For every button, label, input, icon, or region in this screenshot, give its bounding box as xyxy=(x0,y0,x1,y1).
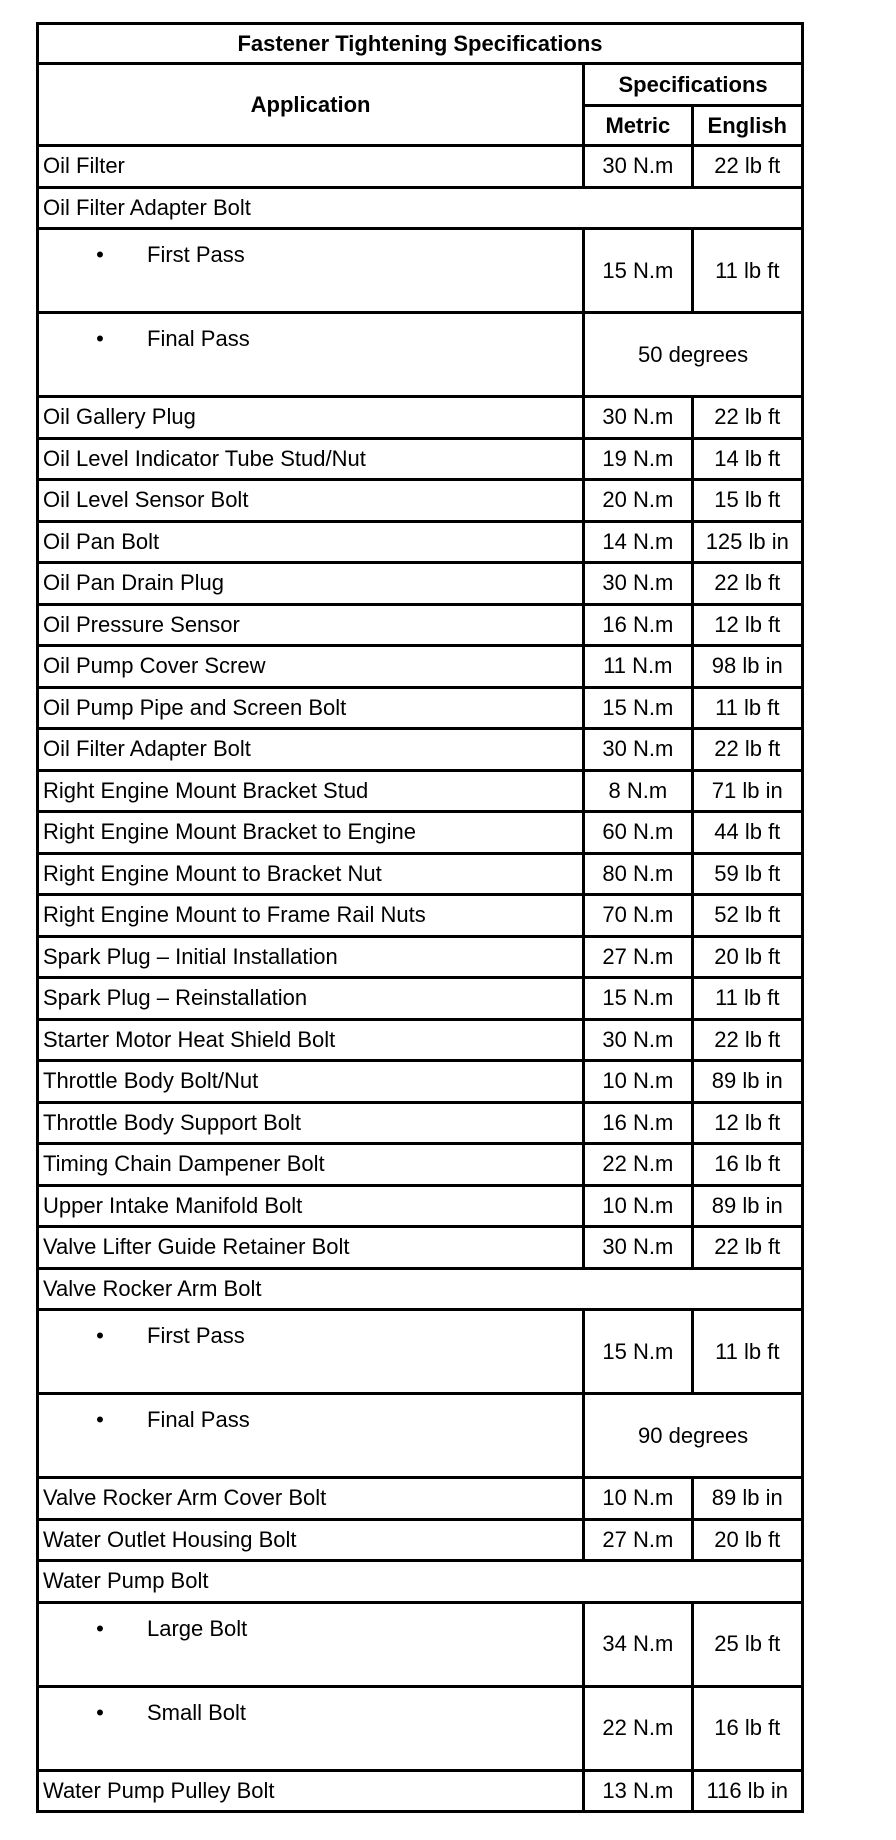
metric-cell: 10 N.m xyxy=(584,1061,692,1103)
bullet-icon: • xyxy=(96,1407,104,1432)
english-cell: 89 lb in xyxy=(692,1478,802,1520)
application-cell: Oil Level Indicator Tube Stud/Nut xyxy=(38,438,584,480)
application-cell: Oil Pan Bolt xyxy=(38,521,584,563)
application-cell: Throttle Body Bolt/Nut xyxy=(38,1061,584,1103)
table-row xyxy=(38,1185,803,1227)
english-cell: 11 lb ft xyxy=(692,687,802,729)
application-cell: Timing Chain Dampener Bolt xyxy=(38,1144,584,1186)
metric-cell: 13 N.m xyxy=(584,1770,692,1812)
english-cell: 14 lb ft xyxy=(692,438,802,480)
english-cell: 22 lb ft xyxy=(692,563,802,605)
application-cell: Oil Pressure Sensor xyxy=(38,604,584,646)
metric-cell: 34 N.m xyxy=(584,1602,692,1686)
application-cell: Spark Plug – Initial Installation xyxy=(38,936,584,978)
english-header: English xyxy=(692,106,802,146)
english-cell: 71 lb in xyxy=(692,770,802,812)
metric-cell: 22 N.m xyxy=(584,1144,692,1186)
sub-application-cell xyxy=(38,1602,584,1686)
table-row xyxy=(38,895,803,937)
table-row xyxy=(38,563,803,605)
application-cell: Right Engine Mount to Bracket Nut xyxy=(38,853,584,895)
metric-cell: 11 N.m xyxy=(584,646,692,688)
bullet-icon: • xyxy=(96,242,104,267)
english-cell: 22 lb ft xyxy=(692,397,802,439)
application-cell: Spark Plug – Reinstallation xyxy=(38,978,584,1020)
table-row xyxy=(38,646,803,688)
metric-cell: 15 N.m xyxy=(584,978,692,1020)
metric-cell: 27 N.m xyxy=(584,936,692,978)
sub-application-cell xyxy=(38,229,584,313)
english-cell: 16 lb ft xyxy=(692,1686,802,1770)
table-row xyxy=(38,1519,803,1561)
table-row xyxy=(38,1227,803,1269)
table-title: Fastener Tightening Specifications xyxy=(38,24,803,64)
group-row xyxy=(38,187,803,229)
english-cell: 22 lb ft xyxy=(692,1227,802,1269)
sub-application-cell xyxy=(38,1686,584,1770)
sub-application-cell xyxy=(38,1310,584,1394)
metric-cell: 22 N.m xyxy=(584,1686,692,1770)
english-cell: 20 lb ft xyxy=(692,936,802,978)
table-body xyxy=(38,146,803,1812)
metric-header: Metric xyxy=(584,106,692,146)
table-row xyxy=(38,397,803,439)
table-row xyxy=(38,687,803,729)
english-cell: 25 lb ft xyxy=(692,1602,802,1686)
bullet-icon: • xyxy=(96,1615,104,1641)
table-row xyxy=(38,438,803,480)
sub-row xyxy=(38,1602,803,1686)
english-cell: 22 lb ft xyxy=(692,729,802,771)
metric-cell: 20 N.m xyxy=(584,480,692,522)
table-row xyxy=(38,978,803,1020)
sub-application-label: Small Bolt xyxy=(147,1699,247,1725)
application-cell: Oil Gallery Plug xyxy=(38,397,584,439)
application-cell: Oil Level Sensor Bolt xyxy=(38,480,584,522)
metric-cell: 19 N.m xyxy=(584,438,692,480)
english-cell: 22 lb ft xyxy=(692,146,802,188)
metric-cell: 30 N.m xyxy=(584,1019,692,1061)
application-cell: Starter Motor Heat Shield Bolt xyxy=(38,1019,584,1061)
table-row xyxy=(38,1478,803,1520)
metric-cell: 30 N.m xyxy=(584,1227,692,1269)
table-row xyxy=(38,1102,803,1144)
english-cell: 16 lb ft xyxy=(692,1144,802,1186)
metric-cell: 30 N.m xyxy=(584,397,692,439)
bullet-icon: • xyxy=(96,1699,104,1725)
english-cell: 59 lb ft xyxy=(692,853,802,895)
group-application-cell: Valve Rocker Arm Bolt xyxy=(38,1268,803,1310)
metric-cell: 27 N.m xyxy=(584,1519,692,1561)
english-cell: 52 lb ft xyxy=(692,895,802,937)
table-row xyxy=(38,1770,803,1812)
table-row xyxy=(38,604,803,646)
application-cell: Oil Pump Pipe and Screen Bolt xyxy=(38,687,584,729)
sub-application-cell xyxy=(38,313,584,397)
sub-row xyxy=(38,313,803,397)
table-row xyxy=(38,770,803,812)
application-cell: Upper Intake Manifold Bolt xyxy=(38,1185,584,1227)
metric-cell: 30 N.m xyxy=(584,146,692,188)
english-cell: 11 lb ft xyxy=(692,978,802,1020)
group-row xyxy=(38,1561,803,1603)
table-row xyxy=(38,480,803,522)
sub-application-label: Final Pass xyxy=(147,326,250,351)
table-row xyxy=(38,146,803,188)
application-cell: Oil Filter xyxy=(38,146,584,188)
sub-application-label: First Pass xyxy=(147,1323,245,1348)
metric-cell: 15 N.m xyxy=(584,1310,692,1394)
application-cell: Water Outlet Housing Bolt xyxy=(38,1519,584,1561)
application-cell: Right Engine Mount Bracket to Engine xyxy=(38,812,584,854)
english-cell: 116 lb in xyxy=(692,1770,802,1812)
english-cell: 44 lb ft xyxy=(692,812,802,854)
specifications-header: Specifications xyxy=(584,64,803,106)
metric-cell: 30 N.m xyxy=(584,729,692,771)
metric-cell: 15 N.m xyxy=(584,229,692,313)
metric-cell: 8 N.m xyxy=(584,770,692,812)
table-row xyxy=(38,729,803,771)
combined-value-cell: 90 degrees xyxy=(584,1394,803,1478)
table-row xyxy=(38,812,803,854)
table-row xyxy=(38,1144,803,1186)
english-cell: 89 lb in xyxy=(692,1185,802,1227)
metric-cell: 10 N.m xyxy=(584,1185,692,1227)
metric-cell: 16 N.m xyxy=(584,1102,692,1144)
metric-cell: 60 N.m xyxy=(584,812,692,854)
sub-application-label: First Pass xyxy=(147,242,245,267)
english-cell: 11 lb ft xyxy=(692,229,802,313)
metric-cell: 16 N.m xyxy=(584,604,692,646)
sub-application-label: Final Pass xyxy=(147,1407,250,1432)
english-cell: 22 lb ft xyxy=(692,1019,802,1061)
metric-cell: 15 N.m xyxy=(584,687,692,729)
table-row xyxy=(38,1019,803,1061)
english-cell: 89 lb in xyxy=(692,1061,802,1103)
metric-cell: 10 N.m xyxy=(584,1478,692,1520)
application-cell: Valve Rocker Arm Cover Bolt xyxy=(38,1478,584,1520)
english-cell: 98 lb in xyxy=(692,646,802,688)
english-cell: 125 lb in xyxy=(692,521,802,563)
table-row xyxy=(38,1061,803,1103)
table-row xyxy=(38,936,803,978)
table-row xyxy=(38,521,803,563)
bullet-icon: • xyxy=(96,326,104,351)
application-cell: Valve Lifter Guide Retainer Bolt xyxy=(38,1227,584,1269)
application-cell: Right Engine Mount Bracket Stud xyxy=(38,770,584,812)
english-cell: 11 lb ft xyxy=(692,1310,802,1394)
combined-value-cell: 50 degrees xyxy=(584,313,803,397)
english-cell: 15 lb ft xyxy=(692,480,802,522)
application-header: Application xyxy=(38,64,584,146)
metric-cell: 80 N.m xyxy=(584,853,692,895)
fastener-spec-table xyxy=(36,22,804,1813)
group-application-cell: Oil Filter Adapter Bolt xyxy=(38,187,803,229)
application-cell: Right Engine Mount to Frame Rail Nuts xyxy=(38,895,584,937)
application-cell: Oil Filter Adapter Bolt xyxy=(38,729,584,771)
table-row xyxy=(38,853,803,895)
sub-row xyxy=(38,1394,803,1478)
application-cell: Oil Pan Drain Plug xyxy=(38,563,584,605)
sub-row xyxy=(38,229,803,313)
sub-application-cell xyxy=(38,1394,584,1478)
english-cell: 20 lb ft xyxy=(692,1519,802,1561)
bullet-icon: • xyxy=(96,1323,104,1348)
group-row xyxy=(38,1268,803,1310)
application-cell: Water Pump Pulley Bolt xyxy=(38,1770,584,1812)
english-cell: 12 lb ft xyxy=(692,1102,802,1144)
metric-cell: 70 N.m xyxy=(584,895,692,937)
application-cell: Throttle Body Support Bolt xyxy=(38,1102,584,1144)
metric-cell: 14 N.m xyxy=(584,521,692,563)
english-cell: 12 lb ft xyxy=(692,604,802,646)
sub-row xyxy=(38,1310,803,1394)
application-cell: Oil Pump Cover Screw xyxy=(38,646,584,688)
sub-row xyxy=(38,1686,803,1770)
sub-application-label: Large Bolt xyxy=(147,1615,248,1641)
group-application-cell: Water Pump Bolt xyxy=(38,1561,803,1603)
metric-cell: 30 N.m xyxy=(584,563,692,605)
